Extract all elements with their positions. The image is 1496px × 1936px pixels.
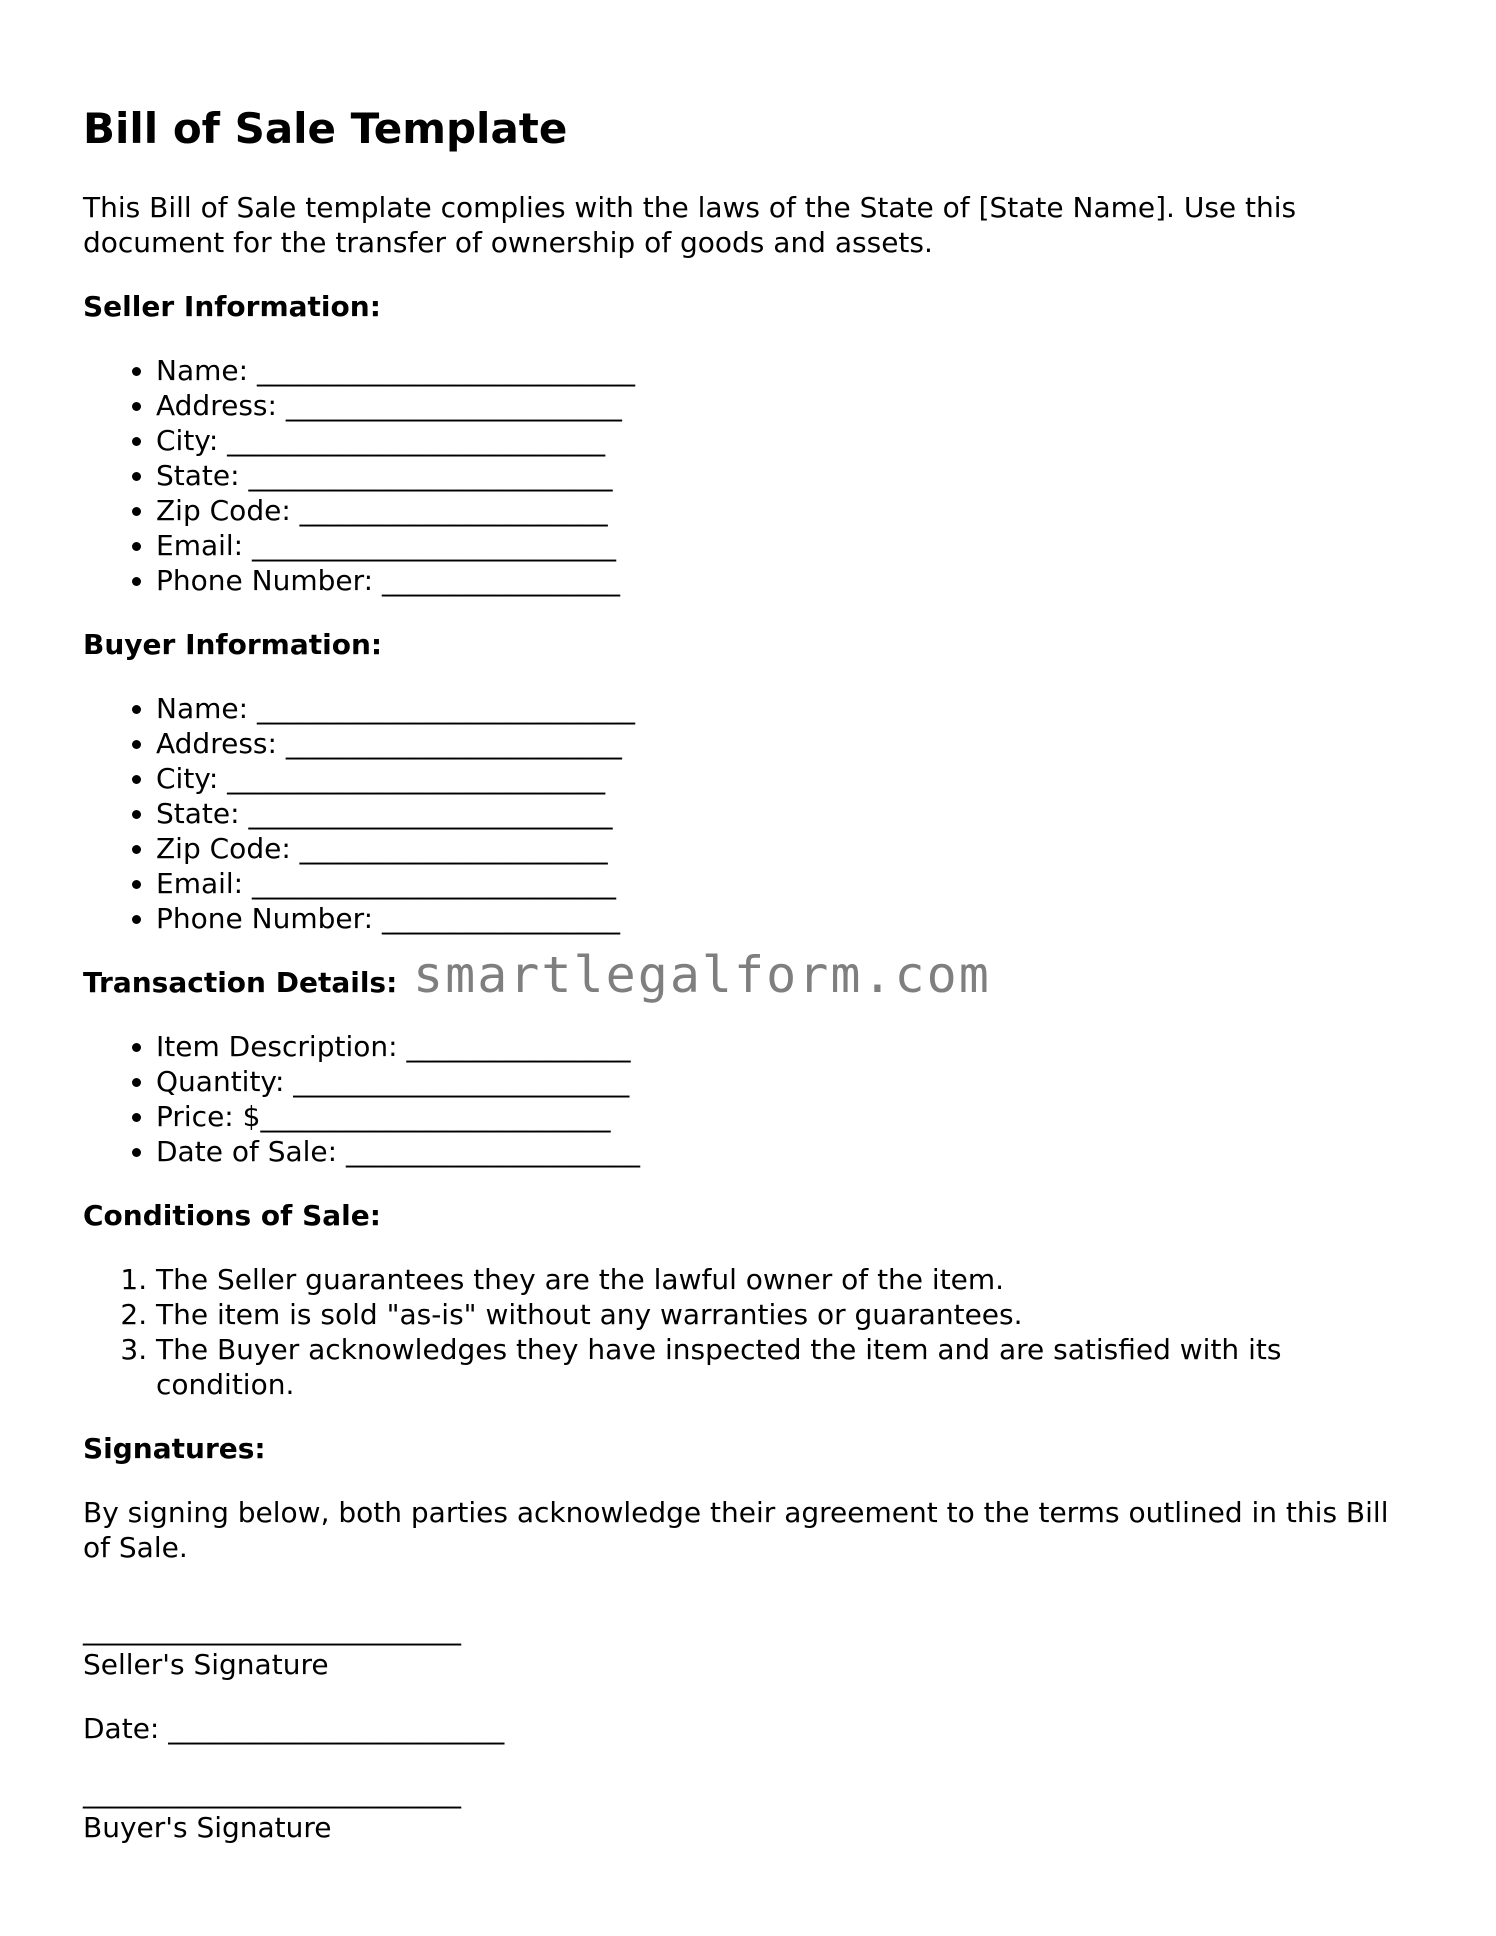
condition-item: 3. The Buyer acknowledges they have inspected the item and are satisfied with its condition. (156, 1332, 1413, 1402)
transaction-list (83, 1029, 1413, 1169)
seller-signature-label: Seller's Signature (83, 1648, 329, 1681)
seller-signature-line: ___________________________ (83, 1613, 461, 1646)
transaction-heading: Transaction Details: (83, 966, 398, 999)
buyer-name-field: • Name: ___________________________ (156, 691, 1413, 726)
buyer-city-field: • City: ___________________________ (156, 761, 1413, 796)
signature-date-field: Date: ________________________ (83, 1712, 505, 1745)
buyer-phone-field: • Phone Number: _________________ (156, 901, 1413, 936)
intro-paragraph: This Bill of Sale template complies with the laws of the State of [State Name]. Use this document for the transfer of ownership of goods and assets. (83, 191, 1297, 259)
conditions-list (83, 1262, 1413, 1402)
item-description-field: • Item Description: ________________ (156, 1029, 1413, 1064)
condition-item: 2. The item is sold "as-is" without any warranties or guarantees. (156, 1297, 1413, 1332)
buyer-signature-line: ___________________________ (83, 1776, 461, 1809)
buyer-address-field: • Address: ________________________ (156, 726, 1413, 761)
signatures-paragraph: By signing below, both parties acknowledge their agreement to the terms outlined in this Bill of Sale. (83, 1496, 1389, 1564)
buyer-heading: Buyer Information: (83, 628, 383, 661)
watermark-text: smartlegalform.com (413, 946, 991, 1004)
date-of-sale-field: • Date of Sale: _____________________ (156, 1134, 1413, 1169)
condition-item: 1. The Seller guarantees they are the lawful owner of the item. (156, 1262, 1413, 1297)
seller-heading: Seller Information: (83, 290, 381, 323)
seller-name-field: • Name: ___________________________ (156, 353, 1413, 388)
quantity-field: • Quantity: ________________________ (156, 1064, 1413, 1099)
buyer-email-field: • Email: __________________________ (156, 866, 1413, 901)
seller-list (83, 353, 1413, 598)
seller-email-field: • Email: __________________________ (156, 528, 1413, 563)
document-page (83, 0, 1413, 1845)
document-title: Bill of Sale Template (83, 104, 568, 153)
buyer-state-field: • State: __________________________ (156, 796, 1413, 831)
seller-phone-field: • Phone Number: _________________ (156, 563, 1413, 598)
seller-city-field: • City: ___________________________ (156, 423, 1413, 458)
buyer-zip-field: • Zip Code: ______________________ (156, 831, 1413, 866)
conditions-heading: Conditions of Sale: (83, 1199, 381, 1232)
seller-address-field: • Address: ________________________ (156, 388, 1413, 423)
buyer-signature-label: Buyer's Signature (83, 1811, 332, 1844)
signatures-heading: Signatures: (83, 1432, 266, 1465)
buyer-list (83, 691, 1413, 936)
price-field: • Price: $_________________________ (156, 1099, 1413, 1134)
seller-state-field: • State: __________________________ (156, 458, 1413, 493)
seller-zip-field: • Zip Code: ______________________ (156, 493, 1413, 528)
